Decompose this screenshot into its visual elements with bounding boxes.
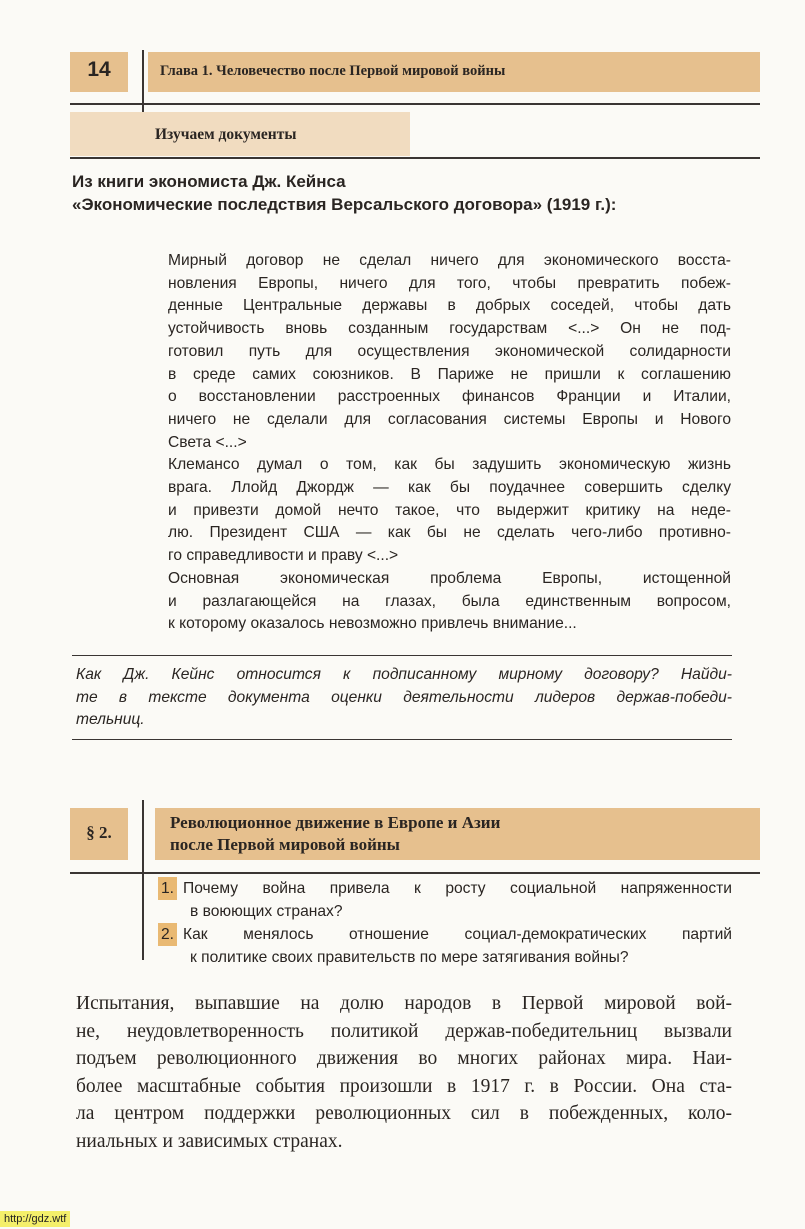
section-body-text (76, 990, 732, 1156)
question-rule-top (72, 655, 732, 656)
text-line: готовил путь для осуществления экономической солидарности (168, 342, 731, 360)
section-title (170, 812, 500, 856)
text-line: Основная экономическая проблема Европы, истощенной (168, 569, 731, 587)
text-line: подъем революционного движения во многих районах мира. Наи- (76, 1048, 732, 1070)
text-line: ничего не сделали для согласования системы Европы и Нового (168, 410, 731, 428)
text-line: Мирный договор не сделал ничего для экономического восста- (168, 252, 731, 269)
section-divider (142, 800, 144, 960)
text-line: Клемансо думал о том, как бы задушить экономическую жизнь (168, 456, 731, 474)
document-question (76, 664, 732, 732)
text-line: лю. Президент США — как бы не сделать чего-либо противно- (168, 524, 731, 542)
section-number: § 2. (86, 823, 112, 842)
documents-label: Изучаем документы (155, 126, 297, 143)
text-line: более масштабные события произошли в 1917 г. в России. Она ста- (76, 1075, 732, 1097)
text-line: те в тексте документа оценки деятельности лидеров держав-победи- (76, 688, 732, 706)
question-number: 1. (158, 877, 177, 900)
question-text: Почему война привела к росту социальной напряженности (183, 880, 732, 897)
text-line: Испытания, выпавшие на долю народов в Первой мировой вой- (76, 993, 732, 1014)
review-question-2 (158, 923, 732, 969)
header-divider (142, 50, 144, 116)
review-question-1 (158, 877, 732, 923)
question-text: к политике своих правительств по мере затягивания войны? (190, 949, 629, 966)
section-title-line: после Первой мировой войны (170, 835, 400, 854)
source-title (72, 170, 616, 216)
text-line: врага. Ллойд Джордж — как бы поудачнее совершить сделку (168, 479, 731, 497)
text-line: устойчивость вновь созданным государствам <...> Он не под- (168, 320, 731, 338)
text-line: к которому оказалось невозможно привлечь внимание... (168, 615, 577, 633)
text-line: го справедливости и праву <...> (168, 547, 399, 565)
question-rule-bottom (72, 739, 732, 740)
question-text: в воюющих странах? (190, 903, 343, 920)
section-rule (70, 872, 760, 874)
question-text: Как менялось отношение социал-демократических партий (183, 926, 732, 943)
page-number: 14 (87, 58, 111, 81)
chapter-title: Глава 1. Человечество после Первой мировой войны (160, 63, 506, 79)
header-rule (70, 103, 760, 105)
text-line: денные Центральные державы в добрых соседей, чтобы дать (168, 297, 731, 315)
text-line: не, неудовлетворенность политикой держав-победительниц вызвали (76, 1020, 732, 1042)
text-line: и разлагающейся на глазах, была единственным вопросом, (168, 592, 731, 610)
watermark-link[interactable]: http://gdz.wtf (0, 1211, 70, 1227)
text-line: ниальных и зависимых странах. (76, 1130, 343, 1152)
text-line: Света <...> (168, 433, 247, 451)
source-title-line: Из книги экономиста Дж. Кейнса (72, 172, 346, 191)
source-title-line: «Экономические последствия Версальского договора» (1919 г.): (72, 195, 617, 214)
text-line: новления Европы, ничего для того, чтобы превратить побеж- (168, 274, 731, 292)
section-title-line: Революционное движение в Европе и Азии (170, 813, 501, 832)
documents-rule (70, 157, 760, 159)
text-line: ла центром поддержки революционных сил в побежденных, коло- (76, 1103, 732, 1125)
question-number: 2. (158, 923, 177, 946)
document-quote (168, 250, 731, 636)
text-line: в среде самих союзников. В Париже не пришли к соглашению (168, 365, 731, 383)
text-line: Как Дж. Кейнс относится к подписанному мирному договору? Найди- (76, 666, 732, 683)
text-line: и привезти домой нечто такое, что выдержит критику на неде- (168, 501, 731, 519)
text-line: о восстановлении расстроенных финансов Франции и Италии, (168, 388, 731, 406)
text-line: тельниц. (76, 711, 145, 728)
